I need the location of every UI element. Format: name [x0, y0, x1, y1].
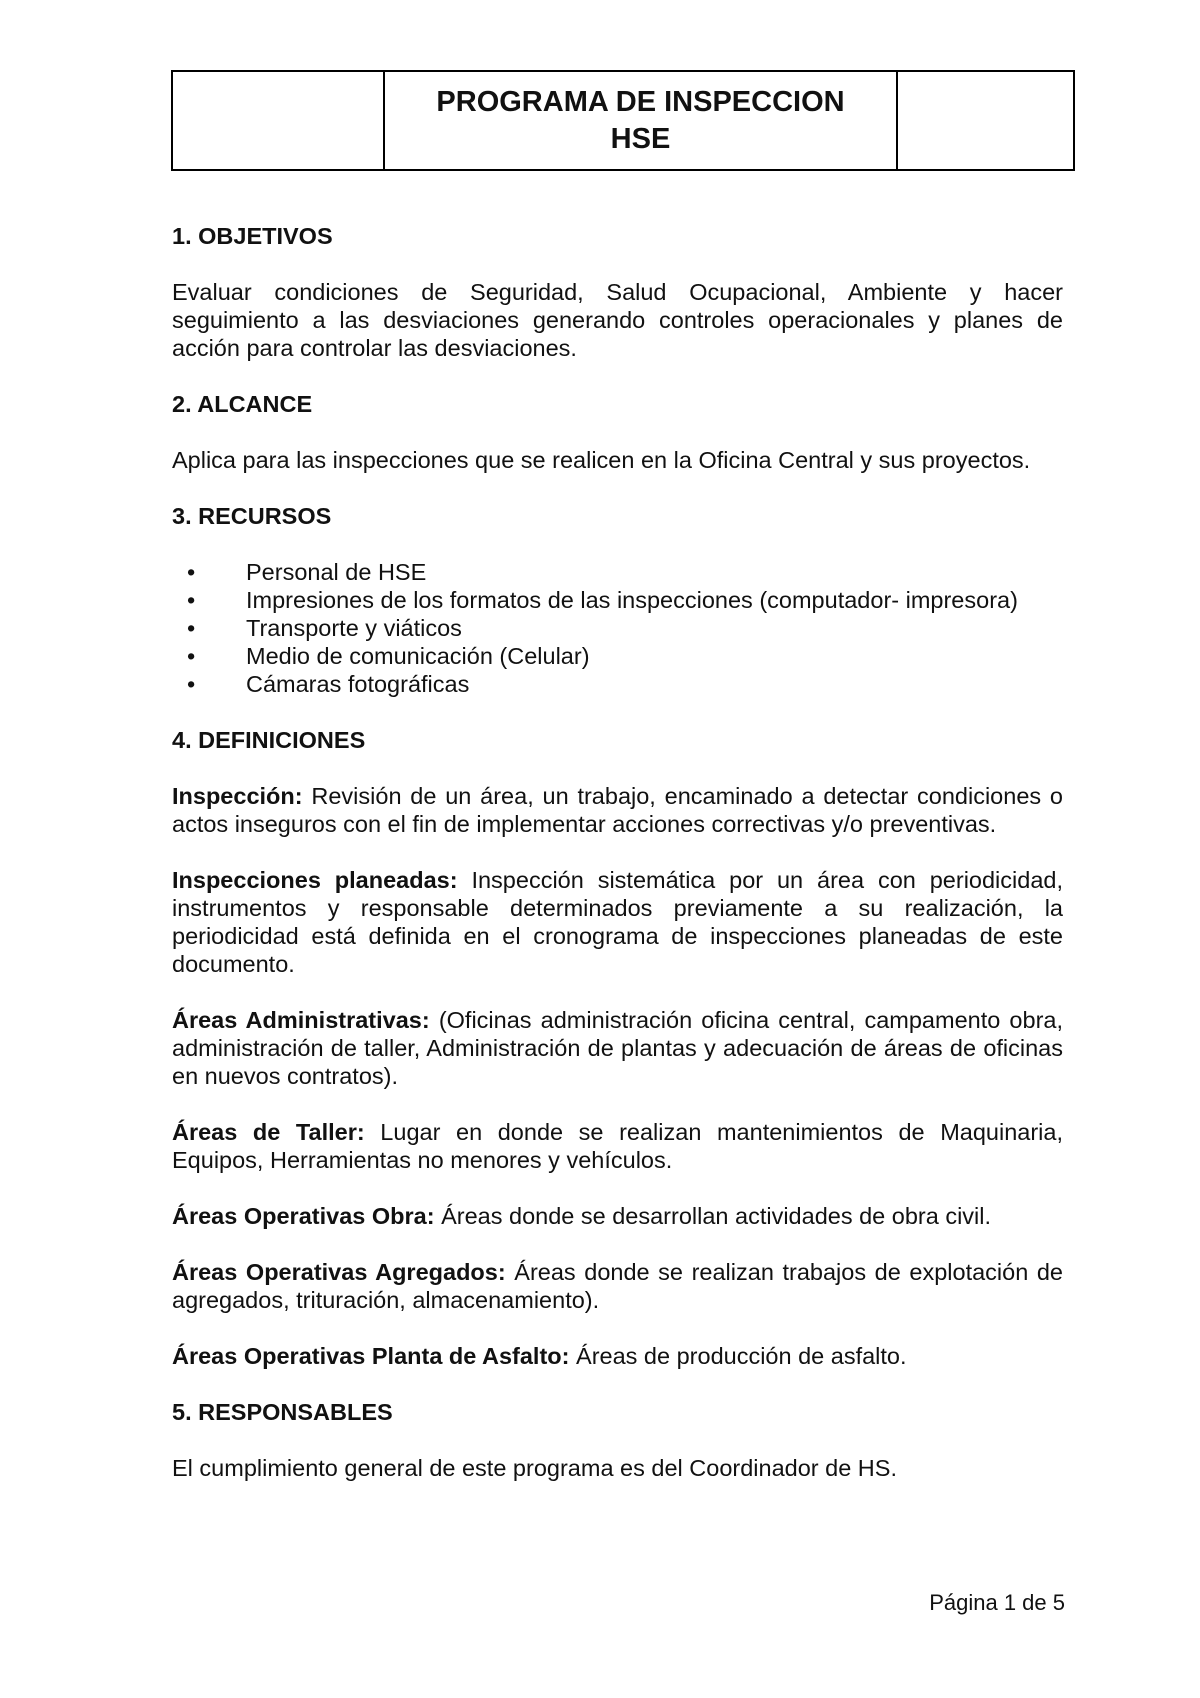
header-logo-cell [173, 72, 385, 169]
bullet-icon: • [187, 643, 196, 669]
list-item [172, 586, 1063, 614]
definition-term: Áreas Operativas Obra: [172, 1203, 435, 1229]
bullet-icon: • [187, 615, 196, 641]
recursos-list [172, 558, 1063, 698]
definition-term: Inspecciones planeadas: [172, 867, 458, 893]
document-title-line2: HSE [610, 122, 671, 155]
list-item-text: Transporte y viáticos [246, 615, 462, 641]
header-table [171, 70, 1075, 171]
definition-text: Lugar en donde se realizan mantenimientos de Maquinaria, Equipos, Herramientas no menores y vehículos. [172, 1119, 1063, 1173]
list-item [172, 642, 1063, 670]
bullet-icon: • [187, 671, 196, 697]
list-item-text: Impresiones de los formatos de las inspecciones (computador- impresora) [246, 587, 1018, 613]
list-item-text: Personal de HSE [246, 559, 427, 585]
section-text-objetivos: Evaluar condiciones de Seguridad, Salud Ocupacional, Ambiente y hacer seguimiento a las desviaciones generando controles operacionales y planes de acción para controlar las desviaciones. [172, 279, 1063, 361]
definition-text: Áreas de producción de asfalto. [569, 1343, 907, 1369]
section-heading-objetivos: 1. OBJETIVOS [172, 223, 333, 249]
list-item-text: Medio de comunicación (Celular) [246, 643, 590, 669]
document-title-line1: PROGRAMA DE INSPECCION [436, 85, 845, 118]
definition-item [172, 1202, 1063, 1230]
bullet-icon: • [187, 587, 196, 613]
list-item-text: Cámaras fotográficas [246, 671, 470, 697]
definition-term: Áreas Operativas Agregados: [172, 1259, 506, 1285]
definition-term: Áreas de Taller: [172, 1119, 365, 1145]
document-body [172, 222, 1063, 1482]
definition-item [172, 1258, 1063, 1314]
bullet-icon: • [187, 559, 196, 585]
definition-term: Inspección: [172, 783, 303, 809]
header-title-cell [385, 72, 898, 169]
list-item [172, 558, 1063, 586]
definition-term: Áreas Administrativas: [172, 1007, 430, 1033]
section-heading-definiciones: 4. DEFINICIONES [172, 727, 366, 753]
definition-item [172, 866, 1063, 978]
definition-item [172, 1118, 1063, 1174]
page-number: Página 1 de 5 [929, 1590, 1065, 1615]
definition-text: Áreas donde se desarrollan actividades de obra civil. [434, 1203, 992, 1229]
definition-text: Inspección sistemática por un área con periodicidad, instrumentos y responsable determinados previamente a su realización, la periodicidad está definida en el cronograma de inspecciones planeadas de este documento. [172, 867, 1063, 977]
list-item [172, 670, 1063, 698]
definition-item [172, 1342, 1063, 1370]
definition-text: Áreas donde se realizan trabajos de explotación de agregados, trituración, almacenamiento). [172, 1259, 1064, 1313]
list-item [172, 614, 1063, 642]
section-text-responsables: El cumplimiento general de este programa es del Coordinador de HS. [172, 1455, 897, 1481]
section-heading-responsables: 5. RESPONSABLES [172, 1399, 393, 1425]
header-code-cell [898, 72, 1073, 169]
section-heading-recursos: 3. RECURSOS [172, 503, 332, 529]
section-text-alcance: Aplica para las inspecciones que se realicen en la Oficina Central y sus proyectos. [172, 447, 1031, 473]
definition-text: Revisión de un área, un trabajo, encaminado a detectar condiciones o actos inseguros con el fin de implementar acciones correctivas y/o preventivas. [172, 783, 1063, 837]
definition-text: (Oficinas administración oficina central, campamento obra, administración de taller, Administración de plantas y adecuación de áreas de oficinas en nuevos contratos). [172, 1007, 1063, 1089]
definition-item [172, 782, 1063, 838]
definition-item [172, 1006, 1063, 1090]
definition-term: Áreas Operativas Planta de Asfalto: [172, 1343, 570, 1369]
section-heading-alcance: 2. ALCANCE [172, 391, 313, 417]
